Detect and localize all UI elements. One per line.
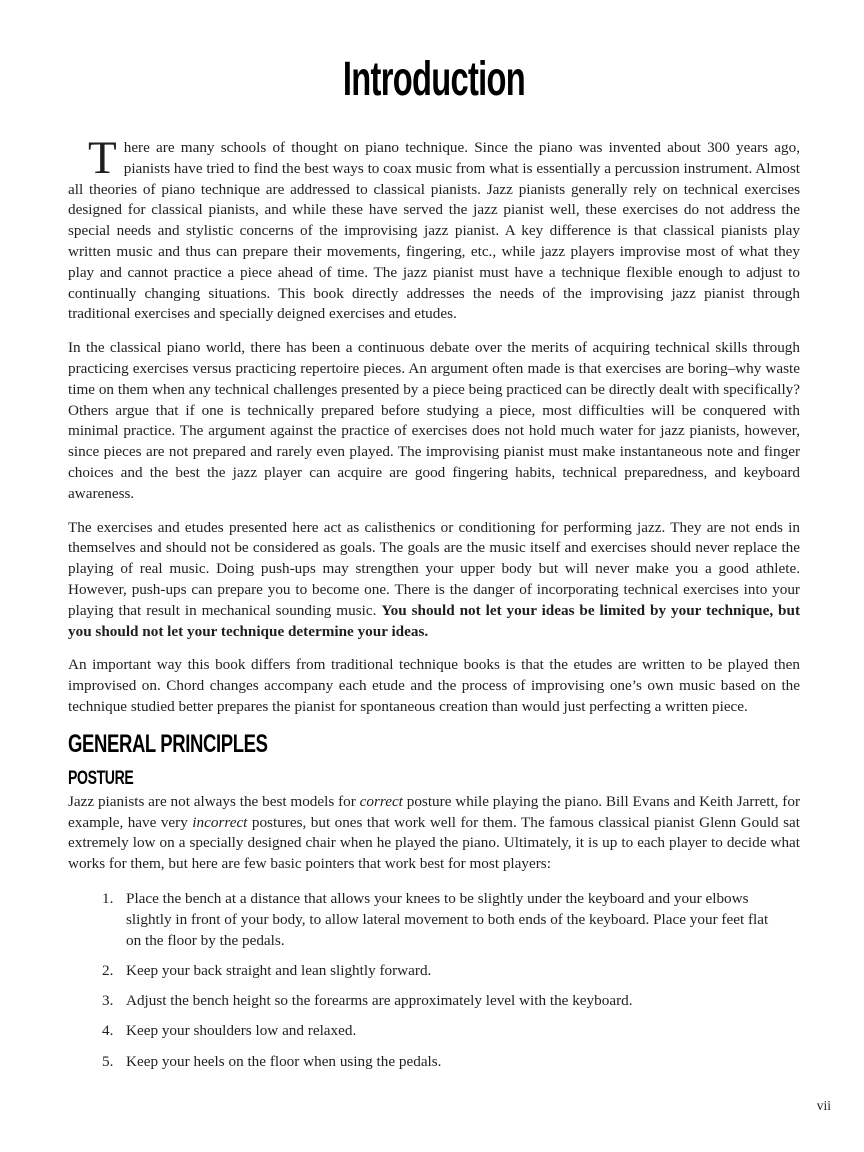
section-heading-general-principles: GENERAL PRINCIPLES [68, 729, 268, 758]
paragraph-text: here are many schools of thought on piano technique. Since the piano was invented about 300 years ago, pianists have tried to find the best ways to coax music from what is essentially a percussion instrument. Almost all theories of piano technique are addressed to classical pianists. Jazz pianists generally rely on technical exercises designed for classical pianists, and while these have served the jazz pianist well, these exercises do not address the special needs and stylistic concerns of the improvising jazz pianist. A key difference is that classical pianists play written music and thus can prepare their movements, fingering, etc., while jazz players improvise most of what they play and cannot practice a piece ahead of time. The jazz pianist must have a technique flexible enough to adjust to continually changing situations. This book directly addresses the needs of the improvising jazz pianist through traditional exercises and specially deigned exercises and etudes. [68, 139, 800, 323]
list-item-text: Place the bench at a distance that allows your knees to be slightly under the keyboard and your elbows slightly in front of your body, to allow lateral movement to both ends of the keyboard. Place your feet flat on the floor by the pedals. [126, 889, 769, 949]
posture-numbered-list [102, 889, 800, 1073]
intro-paragraph-2: In the classical piano world, there has been a continuous debate over the merits of acquiring technical skills through practicing exercises versus practicing repertoire pieces. An argument often made is that exercises are boring–why waste time on them when any technical challenges presented by a piece being practiced can be directly dealt with specifically? Others argue that if one is technically prepared before studying a piece, most difficulties will be conquered with minimal practice. The argument against the practice of exercises does not hold much water for jazz pianists, however, since pieces are not prepared and rarely even played. The improvising pianist must make instantaneous note and finger choices and the best the jazz player can acquire are good fingering habits, technical preparedness, and keyboard awareness. [68, 339, 800, 502]
dropcap-letter: T [88, 132, 117, 184]
page-title-row [68, 53, 800, 106]
list-item-5 [102, 1052, 800, 1073]
list-item-number: 1. [102, 889, 114, 907]
list-item-2 [102, 961, 800, 982]
page-number: vii [816, 1098, 831, 1113]
intro-paragraph-4: An important way this book differs from traditional technique books is that the etudes are written to be played then improvised on. Chord changes accompany each etude and the process of improvising one’s own music based on the technique studied better prepares the pianist for spontaneous creation than would just perfecting a written piece. [68, 656, 800, 715]
paragraph-text: Jazz pianists are not always the best models for [68, 792, 360, 810]
list-item-number: 4. [102, 1022, 114, 1040]
italic-word-incorrect: incorrect [192, 813, 248, 831]
bold-emphasis-text: You should not let your ideas be limited by your technique, but you should not let your technique determine your ideas. [68, 601, 801, 640]
paragraph-text: The exercises and etudes presented here act as calisthenics or conditioning for performing jazz. They are not ends in themselves and should not be considered as goals. The goals are the music itself and exercises should never replace the playing of real music. Doing push-ups may strengthen your upper body but will never make you a good athlete. However, push-ups can prepare you to become one. There is the danger of incorporating technical exercises into your playing that result in mechanical sounding music. [68, 518, 800, 619]
italic-word-correct: correct [359, 792, 403, 810]
list-item-1 [102, 889, 800, 951]
page-title: Introduction [342, 53, 526, 106]
list-item-text: Adjust the bench height so the forearms are approximately level with the keyboard. [126, 992, 633, 1010]
list-item-text: Keep your shoulders low and relaxed. [126, 1022, 357, 1040]
paragraph-text: posture while playing the piano. Bill Evans and Keith Jarrett, for example, have very [68, 792, 800, 831]
list-item-3 [102, 991, 800, 1012]
list-item-text: Keep your back straight and lean slightly forward. [126, 961, 432, 979]
posture-paragraph [68, 792, 800, 875]
sub-heading-posture: POSTURE [68, 767, 134, 789]
intro-paragraph-1 [68, 132, 800, 325]
list-item-text: Keep your heels on the floor when using the pedals. [126, 1052, 442, 1070]
intro-paragraph-3 [68, 518, 800, 643]
list-item-4 [102, 1021, 800, 1042]
list-item-number: 2. [102, 961, 114, 979]
list-item-number: 3. [102, 992, 114, 1010]
paragraph-text: postures, but ones that work well for them. The famous classical pianist Glenn Gould sat extremely low on a specially designed chair when he played the piano. Ultimately, it is up to each player to decide what works for them, but here are few basic pointers that work best for most players: [68, 813, 800, 873]
list-item-number: 5. [102, 1052, 114, 1070]
